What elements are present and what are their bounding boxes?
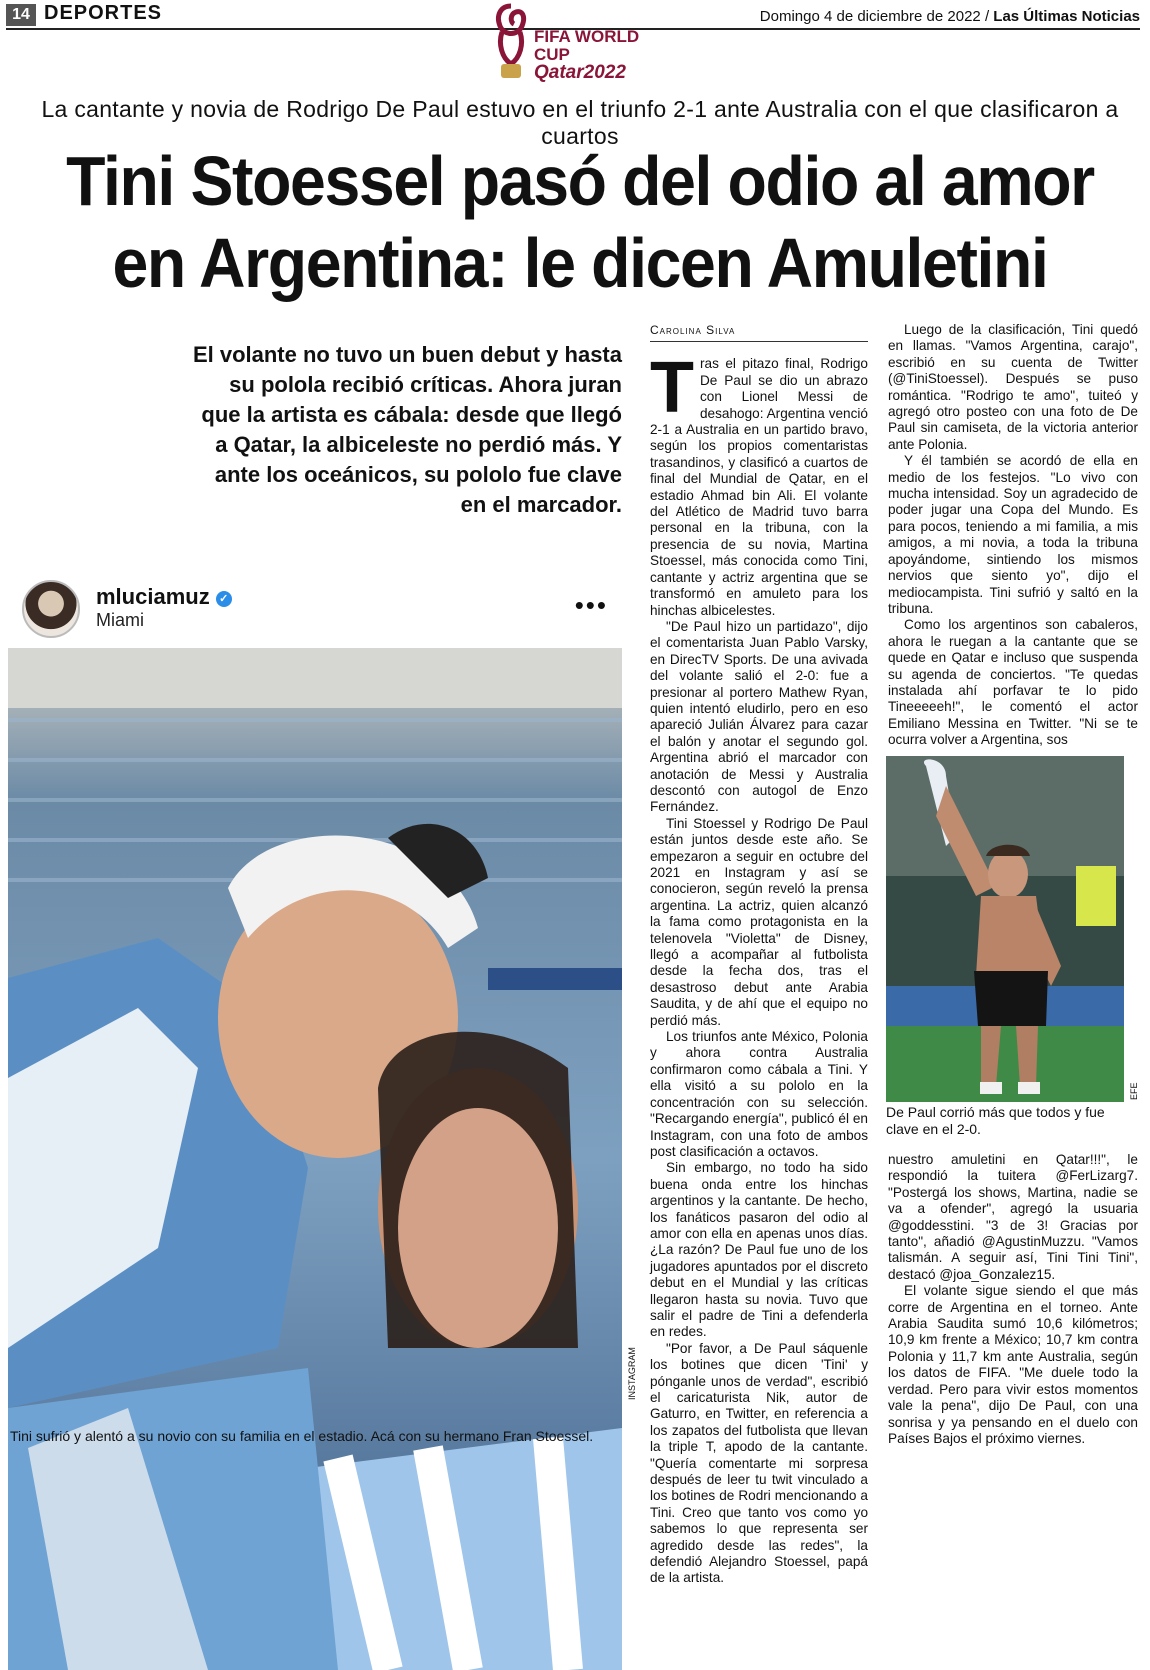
section-title: DEPORTES xyxy=(44,2,163,24)
photo-credit-efe-text: EFE xyxy=(1129,1082,1139,1100)
world-cup-wordmark xyxy=(534,28,672,82)
instagram-username xyxy=(96,584,232,610)
paragraph: El volante sigue siendo el que más corre de Argentina en el torneo. Ante Arabia Saudita sumó 10,6 kilómetros; 10,9 km frente a México; 10,7 km contra Polonia y 11,7 km ante Australia, según los datos de FIFA. "Me duele todo la verdad. Pero para vivir estos momentos vale la pena", dijo De Paul, con una sonrisa y ya pensando en el duelo con Países Bajos el próximo viernes. xyxy=(888,1283,1138,1446)
paragraph: Los triunfos ante México, Polonia y ahora contra Australia confirmaron como cábala a Tini. Y ella visitó a su pololo en la concentración con su selección. "Recargando energía", publicó él en Instagram, con una foto de ambos post clasificación a octavos. xyxy=(650,1029,868,1159)
paragraph: "Por favor, a De Paul sáquenle los botines que dicen 'Tini' y pónganle unos de verdad", escribió el caricaturista Nik, autor de Gaturro, en Twitter, en referencia a los zapatos del futbolista que llevan la triple T, apodo de la cantante. "Quería comentarte mi sorpresa después de leer tu twit vinculado a los botines de Rodri mencionando a Tini. Creo que tanto vos como yo sabemos lo que representa ser agredido desde las redes", la defendió Alejandro Stoessel, papá de la artista. xyxy=(650,1340,868,1586)
player-photo xyxy=(886,756,1124,1102)
photo-credit-instagram xyxy=(626,1290,640,1400)
paragraph: Tini Stoessel y Rodrigo De Paul están juntos desde este año. Se empezaron a seguir en octubre del 2021 en Instagram y así se conocieron, según reveló la prensa argentina. La actriz, quien alcanzó la fama como protagonista en la telenovela "Violetta" de Disney, llegó a acompañar al futbolista desde la fecha dos, tras el desastroso debut ante Arabia Saudita, y de ahí que el equipo no perdió más. xyxy=(650,815,868,1028)
dateline-separator: / xyxy=(984,8,990,25)
main-photo xyxy=(8,570,622,1096)
stadium-selfie-photo xyxy=(8,648,622,1670)
main-photo-caption: Tini sufrió y alentó a su novio con su familia en el estadio. Acá con su hermano Fran Stoessel. xyxy=(10,1428,594,1444)
article-kicker: La cantante y novia de Rodrigo De Paul estuvo en el triunfo 2-1 ante Australia con el que clasificaron a cuartos xyxy=(41,96,1119,149)
player-photo-caption: De Paul corrió más que todos y fue clave en el 2-0. xyxy=(886,1104,1105,1137)
photo-credit-efe xyxy=(1128,1060,1142,1100)
dropcap: T xyxy=(650,348,694,429)
paragraph xyxy=(650,348,868,619)
instagram-post-header xyxy=(8,570,622,648)
byline: Carolina Silva xyxy=(650,322,868,342)
logo-line-2: Qatar2022 xyxy=(534,62,626,83)
logo-line-1: FIFA WORLD CUP xyxy=(534,27,640,64)
paragraph: Y él también se acordó de ella en medio de los festejos. "Lo vivo con mucha intensidad. Soy un agradecido de poder jugar una Copa del Mundo. Es para pocos, teniendo a mi familia, a mis amigos, a mi novia, a toda la tribuna apoyándome, sintiendo los mismos nervios que siento yo", dijo el mediocampista. Tini sufrió y saltó en la tribuna. xyxy=(888,453,1138,616)
article-column-2 xyxy=(888,322,1138,749)
instagram-username-text: mluciamuz xyxy=(96,584,210,609)
instagram-location: Miami xyxy=(96,610,144,630)
celebrating-player-photo xyxy=(886,756,1124,1102)
page-number: 14 xyxy=(6,4,36,26)
more-options-icon: ••• xyxy=(574,590,608,620)
headline-line-2: en Argentina: le dicen Amuletini xyxy=(112,224,1048,302)
article-column-2-continued xyxy=(888,1152,1138,1447)
article-headline xyxy=(65,140,1095,304)
paragraph: Como los argentinos son cabaleros, ahora le ruegan a la cantante que se quede en Qatar e incluso que suspenda su agenda de conciertos. "Te quedas instalada ahí porfavar te lo pido Tineeeeeh!", le comentó el actor Emiliano Messina en Twitter. "Ni se te ocurra volver a Argentina, sos xyxy=(888,617,1138,748)
issue-date: Domingo 4 de diciembre de 2022 xyxy=(759,8,981,25)
avatar xyxy=(22,580,80,638)
article-lead: El volante no tuvo un buen debut y hasta su polola recibió críticas. Ahora juran que la artista es cábala: desde que llegó a Qatar, la albiceleste no perdió más. Y ante los oceánicos, su pololo fue clave en el marcador. xyxy=(192,342,622,517)
page-header xyxy=(0,0,1150,90)
headline-line-1: Tini Stoessel pasó del odio al amor xyxy=(66,142,1094,220)
world-cup-emblem-icon xyxy=(492,2,530,84)
article-column-1 xyxy=(650,322,868,1587)
verified-badge-icon: ✓ xyxy=(216,591,232,607)
paragraph: Sin embargo, no todo ha sido buena onda entre los hinchas argentinos y la cantante. De hecho, los fanáticos pasaron del odio al amor con ella en apenas unos días. ¿La razón? De Paul fue uno de los jugadores apuntados por el discreto debut en el Mundial y las críticas llegaron hasta su novia. Tuvo que salir el padre de Tini a defenderla en redes. xyxy=(650,1160,868,1340)
paragraph: "De Paul hizo un partidazo", dijo el comentarista Juan Pablo Varsky, en DirecTV Sports. De una avivada del volante salió el 2-0: fue a presionar al portero Mathew Ryan, quien intentó eludirlo, pero en eso apareció Julián Álvarez para cazar el balón y anotar el segundo gol. Argentina abrió el marcador con anotación de Messi y Australia descontó con autogol de Enzo Fernández. xyxy=(650,618,868,815)
photo-credit-instagram-text: INSTAGRAM xyxy=(627,1347,637,1400)
paragraph: nuestro amuletini en Qatar!!!", le respondió la tuitera @FerLizarg7. "Postergá los shows, Martina, nadie se va a ofender", agregó la usuaria @goddesstini. "3 de 3! Gracias por tanto", añadió @AgustinMuzzu. "Vamos talismán. A seguir así, Tini Tini Tini", destacó @joa_Gonzalez15. xyxy=(888,1152,1138,1282)
paragraph-text: ras el pitazo final, Rodrigo De Paul se dio un abrazo con Lionel Messi de desahogo: Argentina venció 2-1 a Australia en un partido bravo, según los propios comentaristas trasandinos, y clasificó a cuartos de final del Mundial de Qatar, en el estadio Ahmad bin Ali. El volante del Atlético de Madrid tuvo barra personal en la tribuna, con la presencia de su novia, Martina Stoessel, más conocida como Tini, cantante y actriz argentina que se transformó en amuleto para los hinchas albicelestes. xyxy=(650,356,868,618)
publication-name: Las Últimas Noticias xyxy=(993,8,1140,25)
paragraph: Luego de la clasificación, Tini quedó en llamas. "Vamos Argentina, carajo", escribió en su cuenta de Twitter (@TiniStoessel). Después se puso romántica. "Rodrigo te amo", tuiteó y agregó otro posteo con una foto de De Paul sin camiseta, de la victoria anterior ante Polonia. xyxy=(888,322,1138,452)
world-cup-logo xyxy=(492,2,672,86)
dateline xyxy=(760,8,1140,25)
